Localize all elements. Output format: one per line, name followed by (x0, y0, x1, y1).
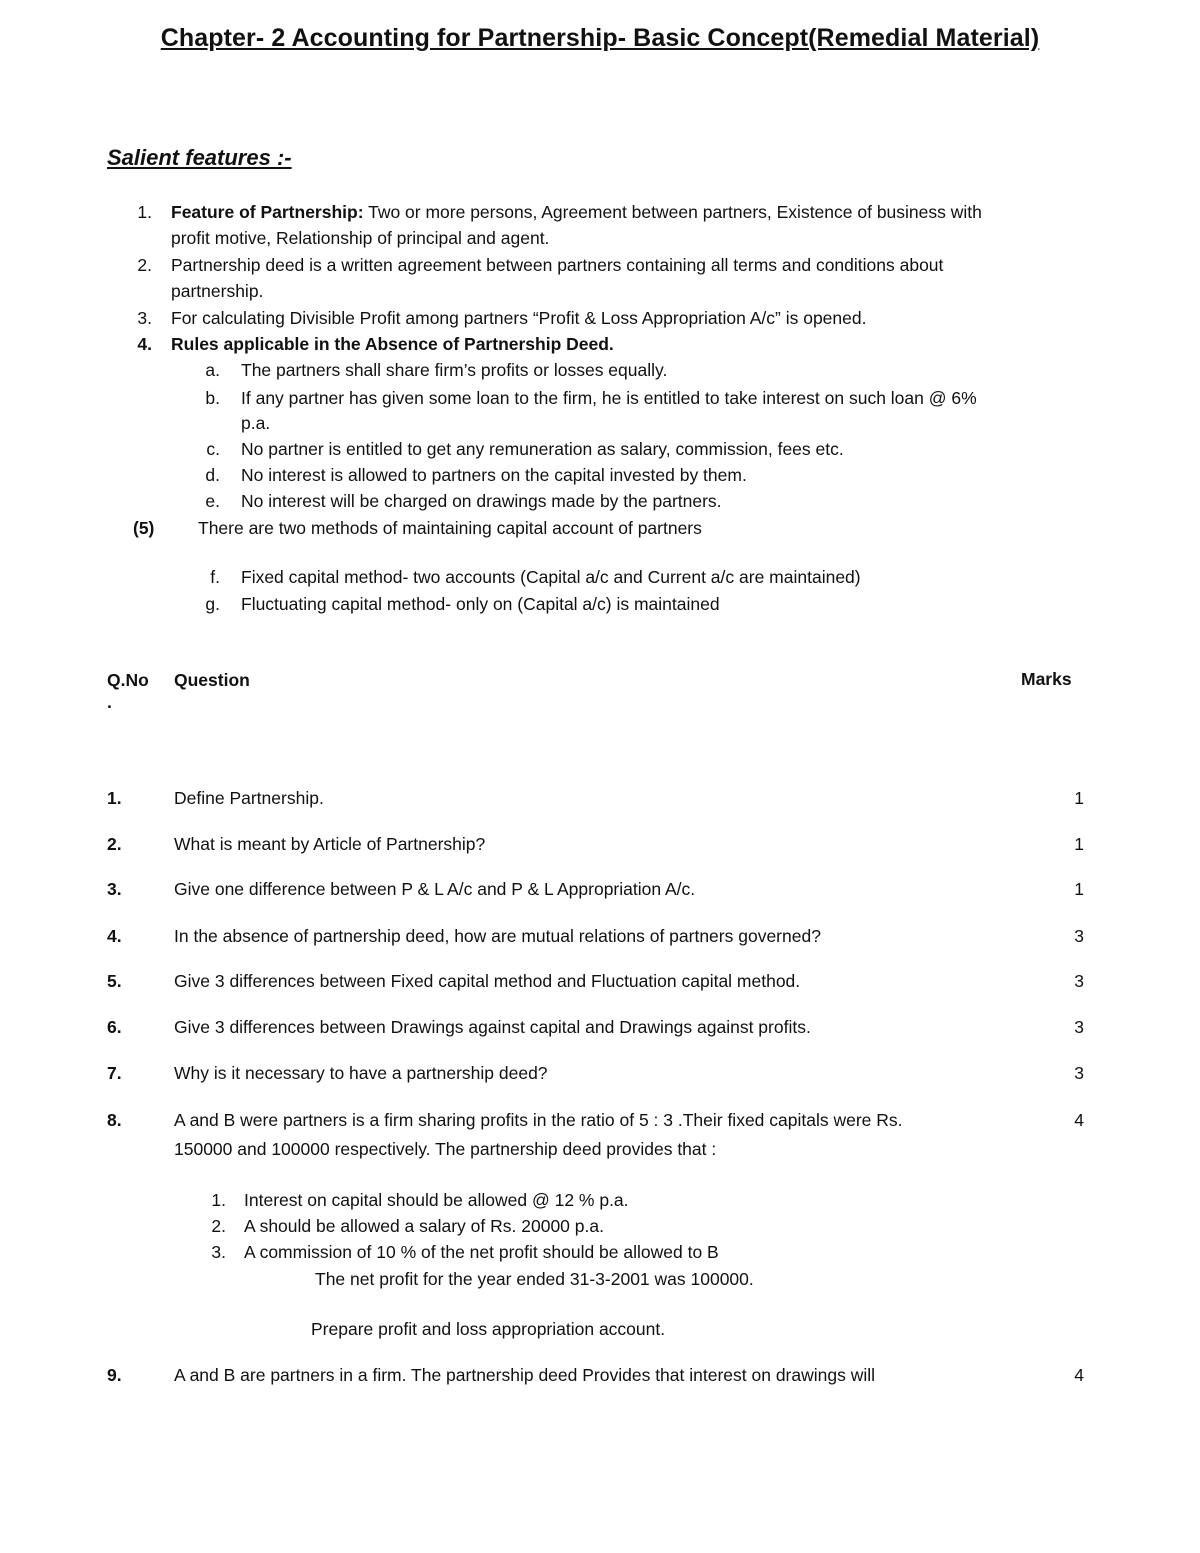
rule-e-letter: e. (205, 491, 220, 511)
question-6-number: 6. (107, 1017, 122, 1037)
page-title: Chapter- 2 Accounting for Partnership- Basic Concept(Remedial Material) (160, 24, 1040, 52)
salient-item-1-lead: Feature of Partnership: (171, 202, 364, 222)
question-7-marks: 3 (1074, 1063, 1084, 1083)
rule-d-letter: d. (205, 465, 220, 485)
rule-b-letter: b. (205, 388, 220, 408)
rule-c-letter: c. (206, 439, 220, 459)
rule-e-text: No interest will be charged on drawings made by the partners. (241, 491, 722, 511)
question-7-text: Why is it necessary to have a partnership deed? (174, 1063, 548, 1083)
salient-item-2-line2: partnership. (171, 281, 264, 301)
question-8-marks: 4 (1074, 1110, 1084, 1130)
salient-item-3-number: 3. (137, 308, 152, 328)
question-3-text: Give one difference between P & L A/c and P & L Appropriation A/c. (174, 879, 696, 899)
question-6-marks: 3 (1074, 1017, 1084, 1037)
question-8-subitem-1-number: 1. (211, 1190, 226, 1210)
header-question: Question (174, 670, 250, 690)
salient-item-1-number: 1. (137, 202, 152, 222)
question-8-subitem-2-number: 2. (211, 1216, 226, 1236)
question-4-text: In the absence of partnership deed, how are mutual relations of partners governed? (174, 926, 821, 946)
question-5-text: Give 3 differences between Fixed capital method and Fluctuation capital method. (174, 971, 801, 991)
salient-item-5-text: There are two methods of maintaining capital account of partners (198, 518, 702, 538)
salient-item-1-line2: profit motive, Relationship of principal and agent. (171, 228, 550, 248)
question-3-number: 3. (107, 879, 122, 899)
header-qno-dot: . (107, 692, 112, 712)
question-1-number: 1. (107, 788, 122, 808)
question-4-marks: 3 (1074, 926, 1084, 946)
method-f-letter: f. (210, 567, 220, 587)
question-8-subitem-3-text: A commission of 10 % of the net profit should be allowed to B (244, 1242, 719, 1262)
question-2-marks: 1 (1074, 834, 1084, 854)
question-1-text: Define Partnership. (174, 788, 324, 808)
salient-item-4-line1: Rules applicable in the Absence of Partnership Deed. (171, 334, 614, 354)
salient-item-4-number: 4. (137, 334, 152, 354)
question-1-marks: 1 (1074, 788, 1084, 808)
question-8-net-profit: The net profit for the year ended 31-3-2001 was 100000. (315, 1269, 754, 1289)
question-6-text: Give 3 differences between Drawings against capital and Drawings against profits. (174, 1017, 811, 1037)
rule-d-text: No interest is allowed to partners on the capital invested by them. (241, 465, 747, 485)
question-4-number: 4. (107, 926, 122, 946)
salient-item-1-line1 (171, 200, 982, 224)
header-qno: Q.No (107, 670, 149, 690)
question-9-number: 9. (107, 1365, 122, 1385)
question-2-number: 2. (107, 834, 122, 854)
question-8-subitem-1-text: Interest on capital should be allowed @ 12 % p.a. (244, 1190, 629, 1210)
salient-item-1-text: Two or more persons, Agreement between partners, Existence of business with (363, 202, 982, 222)
salient-item-5-number: (5) (133, 518, 155, 538)
salient-item-3-line1: For calculating Divisible Profit among partners “Profit & Loss Appropriation A/c” is opened. (171, 308, 867, 328)
method-g-text: Fluctuating capital method- only on (Capital a/c) is maintained (241, 594, 720, 614)
question-8-number: 8. (107, 1110, 122, 1130)
rule-a-letter: a. (205, 360, 220, 380)
question-8-line2: 150000 and 100000 respectively. The partnership deed provides that : (174, 1139, 717, 1159)
question-7-number: 7. (107, 1063, 122, 1083)
header-marks: Marks (1021, 669, 1072, 689)
question-9-text: A and B are partners in a firm. The partnership deed Provides that interest on drawings will (174, 1365, 876, 1385)
question-5-number: 5. (107, 971, 122, 991)
question-2-text: What is meant by Article of Partnership? (174, 834, 486, 854)
rule-b-text-line1: If any partner has given some loan to the firm, he is entitled to take interest on such loan @ 6% (241, 388, 977, 408)
salient-item-2-number: 2. (137, 255, 152, 275)
question-8-prepare: Prepare profit and loss appropriation account. (311, 1319, 666, 1339)
question-3-marks: 1 (1074, 879, 1084, 899)
salient-item-2-line1: Partnership deed is a written agreement between partners containing all terms and conditions about (171, 255, 944, 275)
rule-b-text-line2: p.a. (241, 413, 271, 433)
question-8-line1: A and B were partners is a firm sharing profits in the ratio of 5 : 3 .Their fixed capitals were Rs. (174, 1110, 903, 1130)
method-f-text: Fixed capital method- two accounts (Capital a/c and Current a/c are maintained) (241, 567, 861, 587)
salient-features-heading: Salient features :- (107, 145, 292, 170)
method-g-letter: g. (205, 594, 220, 614)
question-8-subitem-2-text: A should be allowed a salary of Rs. 20000 p.a. (244, 1216, 604, 1236)
question-9-marks: 4 (1074, 1365, 1084, 1385)
question-8-subitem-3-number: 3. (211, 1242, 226, 1262)
question-5-marks: 3 (1074, 971, 1084, 991)
rule-c-text: No partner is entitled to get any remuneration as salary, commission, fees etc. (241, 439, 844, 459)
rule-a-text: The partners shall share firm’s profits or losses equally. (241, 360, 668, 380)
